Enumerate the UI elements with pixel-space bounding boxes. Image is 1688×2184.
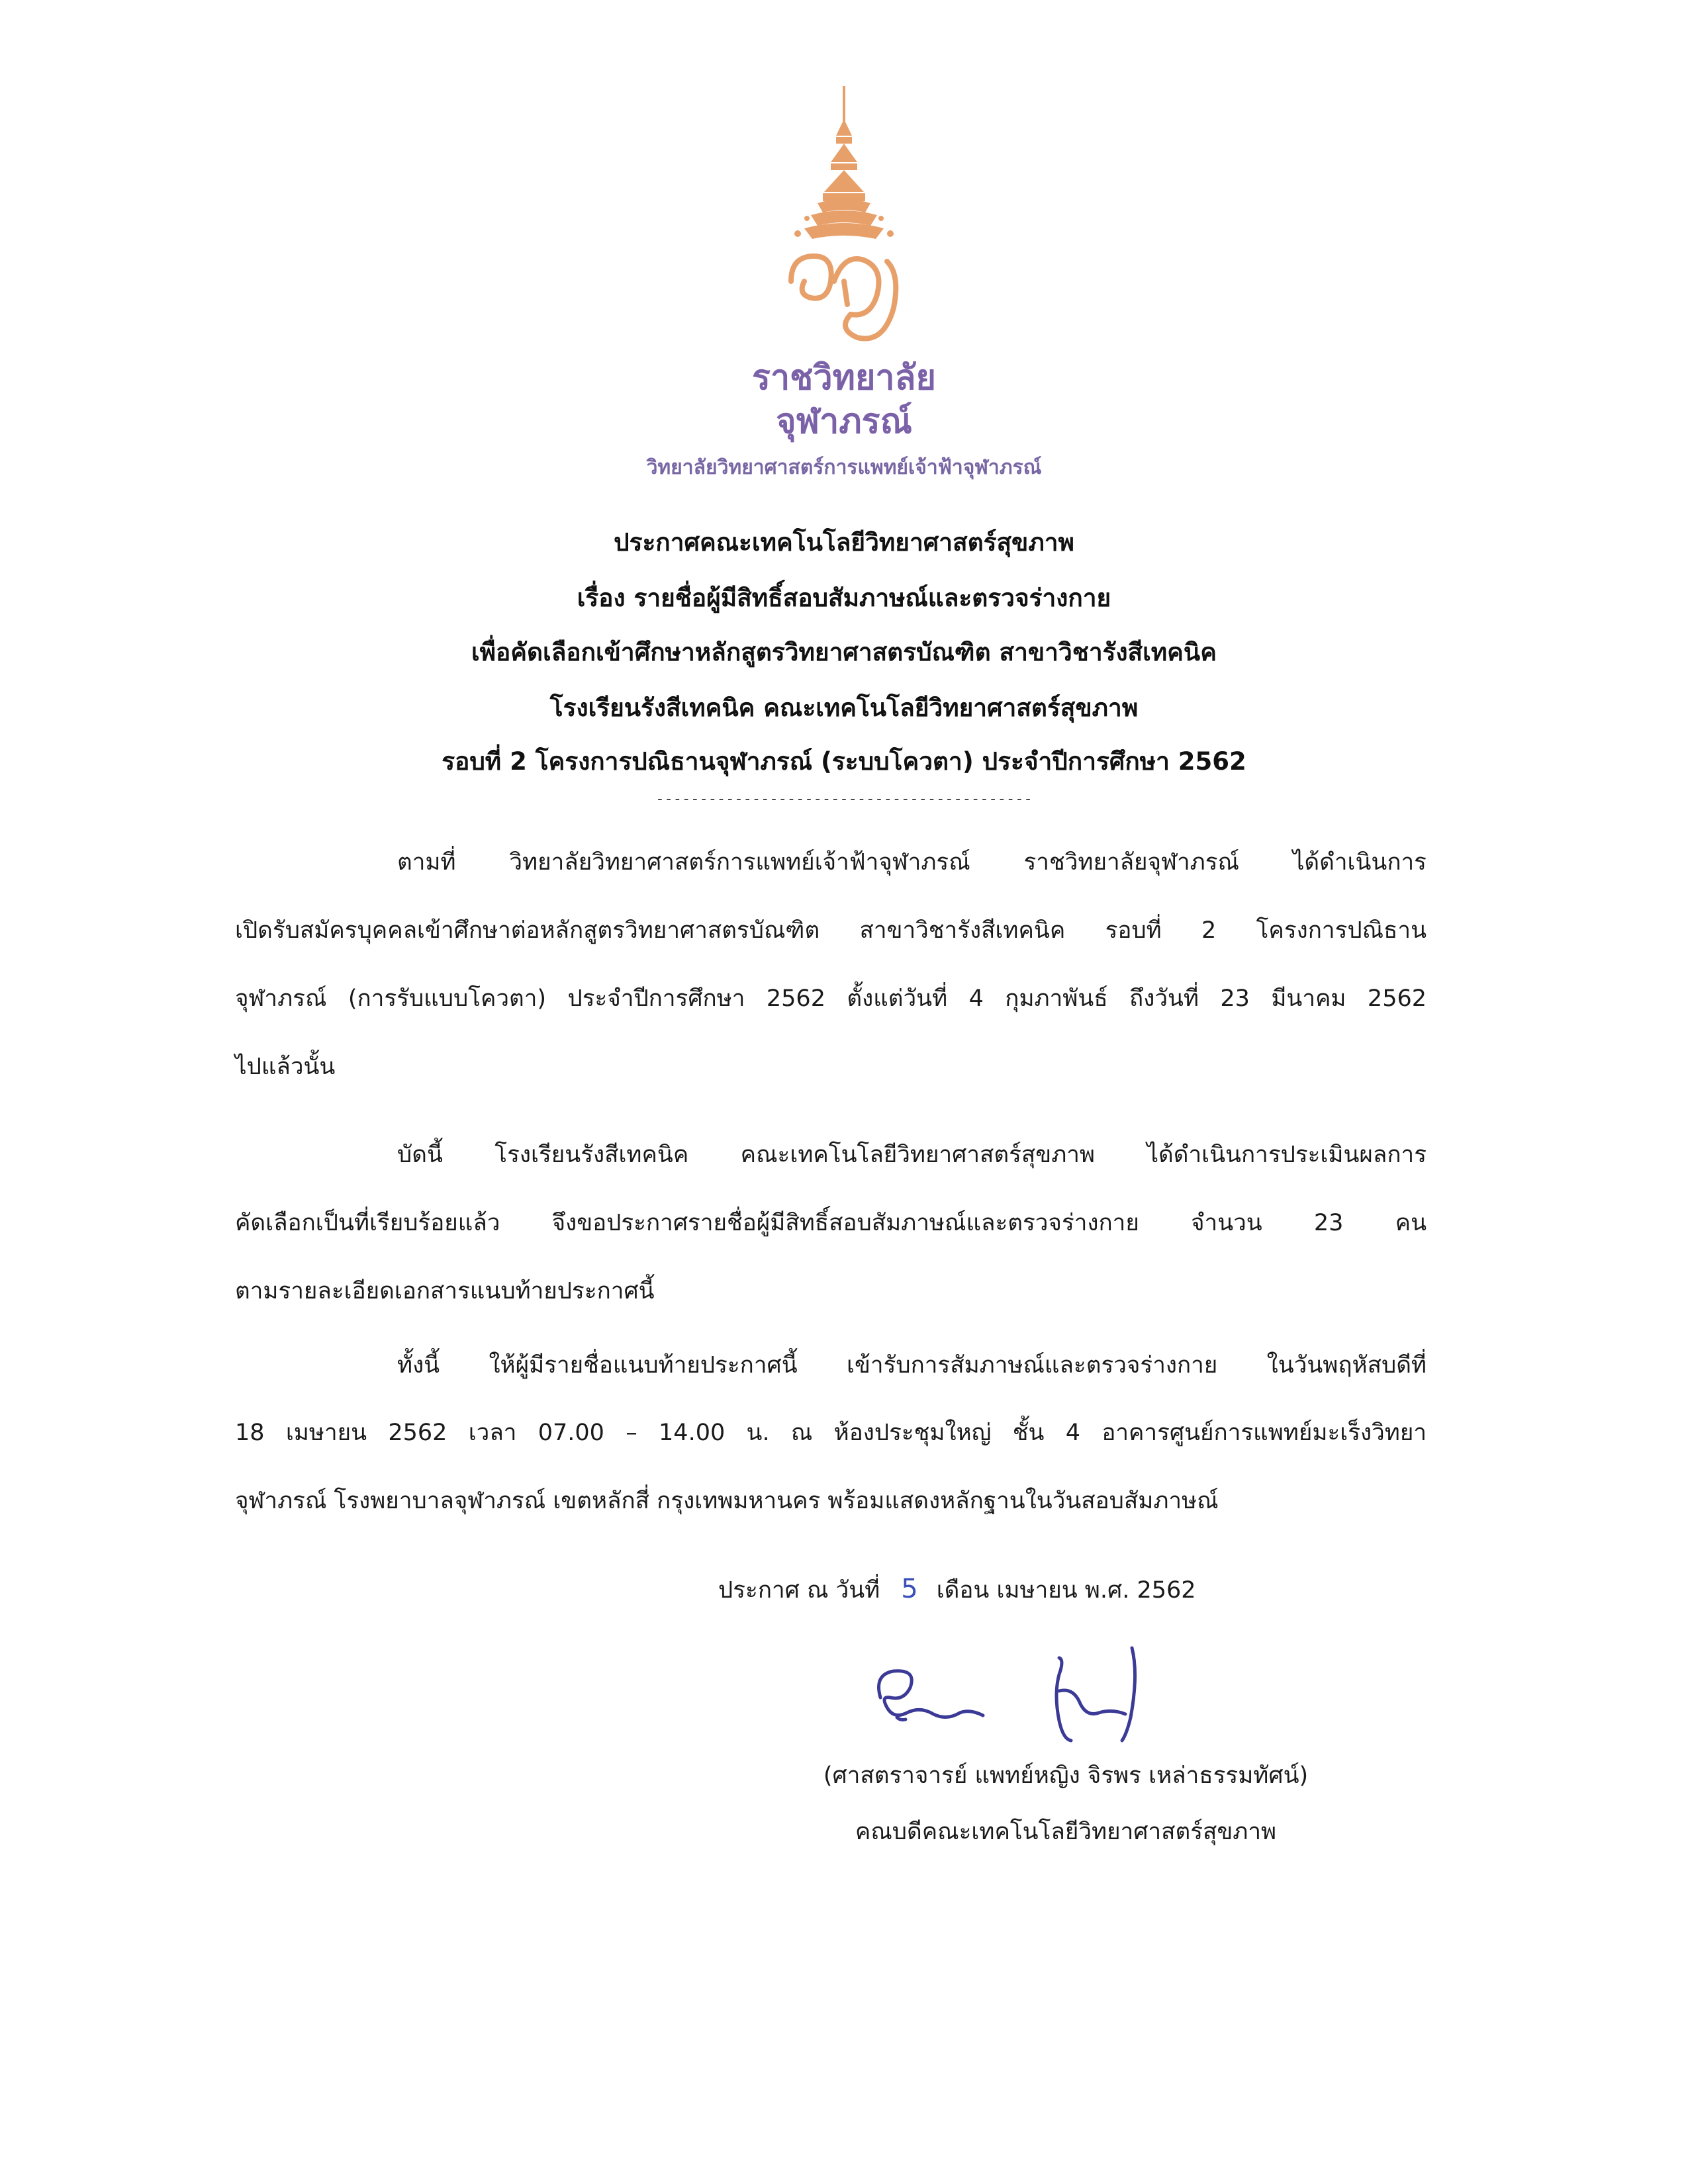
college-name: วิทยาลัยวิทยาศาสตร์การแพทย์เจ้าฟ้าจุฬาภรณ์ — [646, 456, 1042, 479]
signature-icon — [861, 1635, 1178, 1754]
paragraph-2-line-1: บัดนี้ โรงเรียนรังสีเทคนิค คณะเทคโนโลยีวิทยาศาสตร์สุขภาพ ได้ดำเนินการประเมินผลการ — [397, 1142, 1427, 1168]
brand-name-line1: ราชวิทยาลัย — [752, 358, 936, 398]
announcement-title: ประกาศคณะเทคโนโลยีวิทยาศาสตร์สุขภาพ — [614, 528, 1074, 557]
college-emblem — [778, 83, 910, 347]
announcement-round: รอบที่ 2 โครงการปณิธานจุฬาภรณ์ (ระบบโควตา) ประจำปีการศึกษา 2562 — [442, 747, 1246, 776]
announcement-subject: เรื่อง รายชื่อผู้มีสิทธิ์สอบสัมภาษณ์และตรวจร่างกาย — [577, 584, 1111, 612]
paragraph-3-line-3: จุฬาภรณ์ โรงพยาบาลจุฬาภรณ์ เขตหลักสี่ กรุงเทพมหานคร พร้อมแสดงหลักฐานในวันสอบสัมภาษณ์ — [235, 1488, 1219, 1514]
paragraph-1-line-2: เปิดรับสมัครบุคคลเข้าศึกษาต่อหลักสูตรวิทยาศาสตรบัณฑิต สาขาวิชารังสีเทคนิค รอบที่ 2 โครงการปณิธาน — [235, 917, 1427, 944]
paragraph-2-line-2: คัดเลือกเป็นที่เรียบร้อยแล้ว จึงขอประกาศรายชื่อผู้มีสิทธิ์สอบสัมภาษณ์และตรวจร่างกาย จำนวน 23 คน — [235, 1210, 1427, 1236]
signer-title: คณบดีคณะเทคโนโลยีวิทยาศาสตร์สุขภาพ — [855, 1819, 1277, 1845]
paragraph-1-line-4: ไปแล้วนั้น — [235, 1054, 336, 1080]
paragraph-3-line-2: 18 เมษายน 2562 เวลา 07.00 – 14.00 น. ณ ห้องประชุมใหญ่ ชั้น 4 อาคารศูนย์การแพทย์มะเร็งวิทยา — [235, 1420, 1427, 1446]
title-divider: ------------------------------------------- — [655, 791, 1033, 807]
announcement-school: โรงเรียนรังสีเทคนิค คณะเทคโนโลยีวิทยาศาสตร์สุขภาพ — [549, 694, 1139, 722]
signature — [861, 1635, 1178, 1754]
signer-name: (ศาสตราจารย์ แพทย์หญิง จิรพร เหล่าธรรมทัศน์) — [823, 1762, 1309, 1789]
paragraph-1-line-3: จุฬาภรณ์ (การรับแบบโควตา) ประจำปีการศึกษา 2562 ตั้งแต่วันที่ 4 กุมภาพันธ์ ถึงวันที่ 23 มีนาคม 2562 — [235, 985, 1427, 1012]
brand-name-line2: จุฬาภรณ์ — [776, 402, 912, 441]
paragraph-3-line-1: ทั้งนี้ ให้ผู้มีรายชื่อแนบท้ายประกาศนี้ เข้ารับการสัมภาษณ์และตรวจร่างกาย ในวันพฤหัสบดีที่ — [397, 1352, 1427, 1379]
announcement-date — [718, 1572, 1307, 1608]
announce-suffix: เดือน เมษายน พ.ศ. 2562 — [936, 1577, 1196, 1604]
announce-day: 5 — [901, 1574, 918, 1604]
emblem-icon — [778, 83, 910, 347]
announce-prefix: ประกาศ ณ วันที่ — [718, 1577, 880, 1604]
paragraph-1-line-1: ตามที่ วิทยาลัยวิทยาศาสตร์การแพทย์เจ้าฟ้าจุฬาภรณ์ ราชวิทยาลัยจุฬาภรณ์ ได้ดำเนินการ — [397, 849, 1427, 876]
paragraph-2-line-3: ตามรายละเอียดเอกสารแนบท้ายประกาศนี้ — [235, 1278, 655, 1304]
announcement-purpose: เพื่อคัดเลือกเข้าศึกษาหลักสูตรวิทยาศาสตรบัณฑิต สาขาวิชารังสีเทคนิค — [471, 638, 1217, 666]
